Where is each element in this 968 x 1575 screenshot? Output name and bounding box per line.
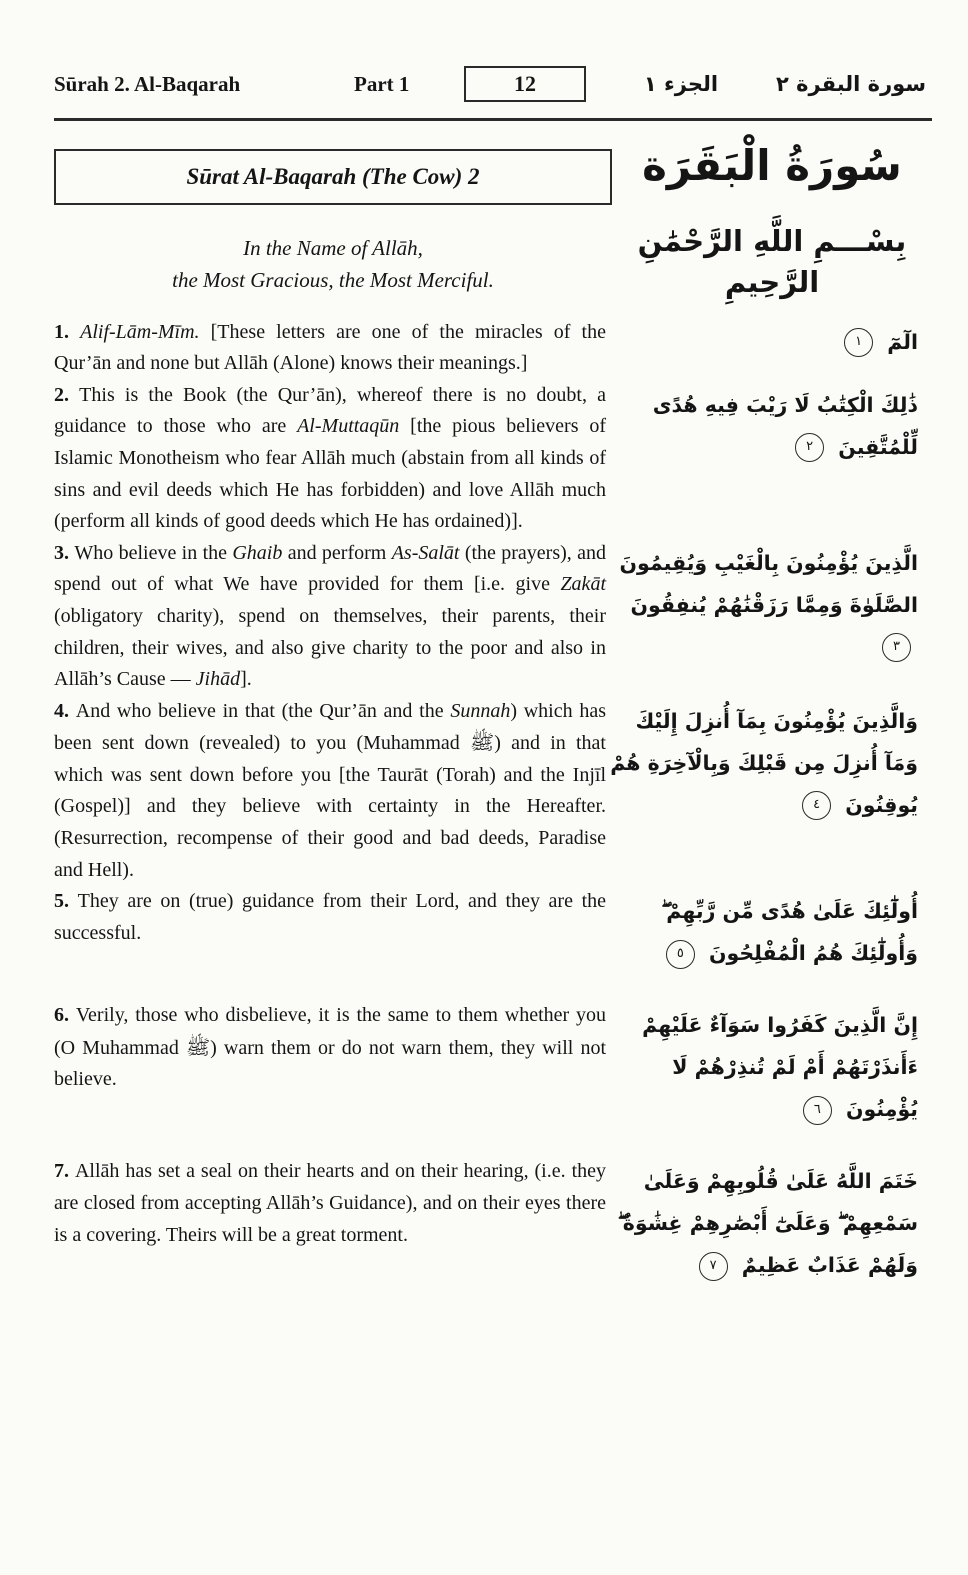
verse-4-english: 4. And who believe in that (the Qur’ān and the Sunnah) which has been sent down (revealed) to you (Muhammad ﷺ) and in that which was sent down before you [the Taurāt (Torah) and the Injīl (Gospel)] and they believe with certainty in the Hereafter. (Resurrection, recompense of their good and bad deeds, Paradise and Hell). (54, 699, 607, 881)
intro-right-column (612, 141, 932, 303)
verse-6-english: 6. Verily, those who disbelieve, it is the same to them whether you (O Muhammad ﷺ) warn them or do not warn them, they will not believe. (54, 1004, 606, 1091)
bismillah-calligraphy: بِسْـــمِ اللَّهِ الرَّحْمَٰنِ الرَّحِيمِ (637, 224, 907, 299)
intro-left-column (54, 149, 612, 303)
verse-row-2 (54, 380, 932, 538)
verse-2-arabic-text: ذَٰلِكَ الْكِتَٰبُ لَا رَيْبَ فِيهِ هُدًى لِّلْمُتَّقِينَ (652, 392, 918, 459)
verse-7-ayah-marker: ٧ (699, 1252, 728, 1281)
verse-2-english: 2. This is the Book (the Qur’ān), whereof there is no doubt, a guidance to those who are Al-Muttaqūn [the pious believers of Islamic Monotheism who fear Allāh much (abstain from all kinds of sins and evil deeds which He has forbidden) and love Allāh much (perform all kinds of good deeds which He has ordained)]. (54, 383, 607, 533)
intro-section (54, 141, 932, 303)
verse-row-7 (54, 1156, 932, 1286)
header-part-label: Part 1 (354, 71, 410, 96)
verse-row-5 (54, 886, 932, 974)
bismillah-translation-line2: the Most Gracious, the Most Merciful. (172, 267, 494, 292)
verse-6-arabic (606, 1000, 932, 1130)
verse-6-ayah-marker: ٦ (803, 1096, 832, 1125)
bismillah-translation-line1: In the Name of Allāh, (243, 236, 423, 260)
verses-section (54, 317, 932, 1287)
verse-4-arabic-text: وَالَّذِينَ يُؤْمِنُونَ بِمَآ أُنزِلَ إِلَيْكَ وَمَآ أُنزِلَ مِن قَبْلِكَ وَبِالْآخِرَةِ هُمْ يُوقِنُونَ (610, 708, 918, 817)
verse-3-ayah-marker: ٣ (882, 633, 911, 662)
verse-5-english: 5. They are on (true) guidance from their Lord, and they are the successful. (54, 890, 607, 944)
verse-row-3 (54, 538, 932, 696)
verse-7-english: 7. Allāh has set a seal on their hearts and on their hearing, (i.e. they are closed from accepting Allāh’s Guidance), and on their eyes there is a covering. Theirs will be a great torment. (54, 1160, 606, 1246)
header-surah-title: Sūrah 2. Al-Baqarah (54, 71, 241, 96)
surah-name-calligraphy: سُورَةُ الْبَقَرَة (642, 141, 902, 190)
verse-1-ayah-marker: ١ (844, 328, 873, 357)
verse-5-arabic (606, 886, 932, 974)
verse-3-arabic (606, 538, 932, 668)
verse-5-arabic-text: أُولَٰٓئِكَ عَلَىٰ هُدًى مِّن رَّبِّهِمْ ۖ وَأُولَٰٓئِكَ هُمُ الْمُفْلِحُونَ (661, 899, 918, 966)
header-surah-arabic: سورة البقرة ٢ (776, 72, 926, 96)
verse-4-ayah-marker: ٤ (802, 791, 831, 820)
verse-7-arabic-text: خَتَمَ اللَّهُ عَلَىٰ قُلُوبِهِمْ وَعَلَىٰ سَمْعِهِمْ ۖ وَعَلَىٰٓ أَبْصَٰرِهِمْ غِشَٰوَةٌ ۖ وَلَهُمْ عَذَابٌ عَظِيمٌ (617, 1169, 918, 1278)
verse-row-4 (54, 696, 932, 887)
verse-2-arabic (606, 380, 932, 468)
verse-2-ayah-marker: ٢ (795, 433, 824, 462)
surah-title-box: Sūrat Al-Baqarah (The Cow) 2 (54, 149, 612, 205)
verse-1-arabic (606, 317, 932, 363)
verse-4-arabic (606, 696, 932, 826)
verse-5-ayah-marker: ٥ (666, 940, 695, 969)
verse-row-1 (54, 317, 932, 380)
page-number-box: 12 (464, 66, 586, 102)
page-header (54, 66, 932, 121)
verse-7-arabic (606, 1156, 932, 1286)
verse-6-arabic-text: إِنَّ الَّذِينَ كَفَرُوا سَوَآءٌ عَلَيْهِمْ ءَأَنذَرْتَهُمْ أَمْ لَمْ تُنذِرْهُمْ لَا يُؤْمِنُونَ (642, 1013, 918, 1122)
verse-3-arabic-text: الَّذِينَ يُؤْمِنُونَ بِالْغَيْبِ وَيُقِيمُونَ الصَّلَوٰةَ وَمِمَّا رَزَقْنَٰهُمْ يُنفِقُونَ (619, 550, 918, 617)
header-juz-arabic: الجزء ١ (643, 72, 719, 96)
verse-1-arabic-text: الٓمٓ (887, 329, 918, 354)
verse-1-english: 1. Alif-Lām-Mīm. [These letters are one of the miracles of the Qur’ān and none but Allāh (Alone) knows their meanings.] (54, 320, 606, 375)
bismillah-translation (54, 233, 612, 296)
verse-3-english: 3. Who believe in the Ghaib and perform As-Salāt (the prayers), and spend out of what We have provided for them [i.e. give Zakāt (obligatory charity), spend on themselves, their parents, their children, their wives, and also give charity to the poor and also in Allāh’s Cause — Jihād]. (54, 541, 606, 691)
verse-row-6 (54, 1000, 932, 1130)
